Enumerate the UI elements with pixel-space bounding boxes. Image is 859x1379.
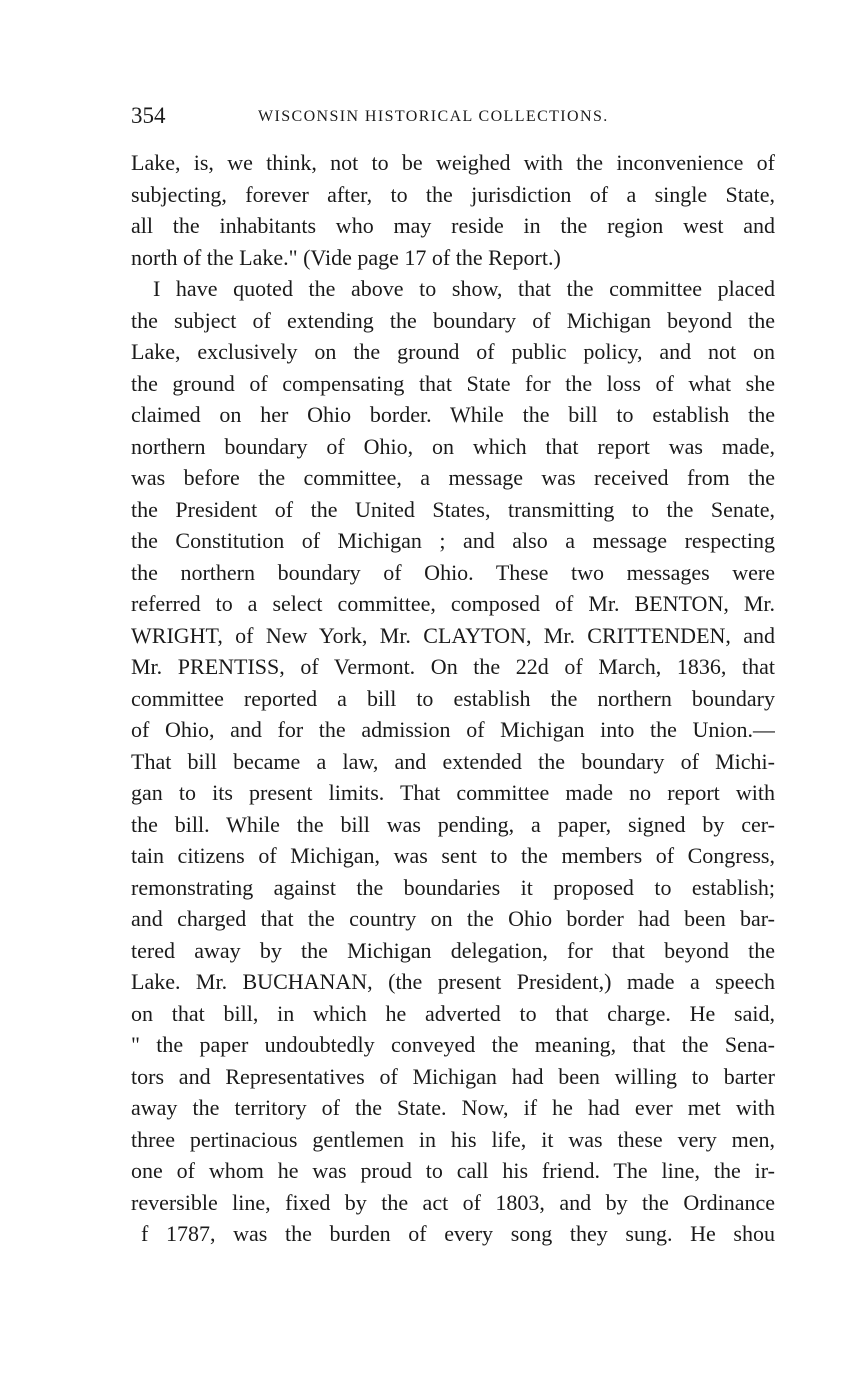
text-line: was before the committee, a message was received from the [131,465,775,490]
text-line: the ground of compensating that State for the loss of what she [131,370,775,396]
text-line: away the territory of the State. Now, if he had ever met with [131,1095,775,1120]
text-line: one of whom he was proud to call his friend. The line, the ir- [131,1158,775,1183]
text-line: the subject of extending the boundary of Michigan beyond the [131,307,775,333]
text-line: north of the Lake." (Vide page 17 of the Report.) [131,244,561,270]
text-line: I have quoted the above to show, that the committee placed [153,276,775,301]
text-line: tered away by the Michigan delegation, for that beyond the [131,937,775,963]
text-line: all the inhabitants who may reside in the region west and [131,213,775,238]
body-text [131,147,775,1250]
text-line: remonstrating against the boundaries it proposed to establish; [131,874,775,900]
text-line: the President of the United States, transmitting to the Senate, [131,496,775,522]
text-line: referred to a select committee, composed of Mr. BENTON, Mr. [131,591,775,616]
text-line: three pertinacious gentlemen in his life, it was these very men, [131,1126,775,1152]
text-line: the bill. While the bill was pending, a paper, signed by cer- [131,811,775,837]
text-line: Lake. Mr. BUCHANAN, (the present President,) made a speech [131,969,775,994]
page-header [131,100,775,132]
text-line: committee reported a bill to establish the northern boundary [131,685,775,711]
text-line: and charged that the country on the Ohio border had been bar- [131,906,775,931]
text-line: of Ohio, and for the admission of Michigan into the Union.— [131,717,775,742]
text-line: f 1787, was the burden of every song they sung. He shou [141,1221,775,1246]
text-line: WRIGHT, of New York, Mr. CLAYTON, Mr. CRITTENDEN, and [131,622,775,648]
running-title: WISCONSIN HISTORICAL COLLECTIONS. [258,108,609,125]
text-line: on that bill, in which he adverted to that charge. He said, [131,1000,775,1026]
text-line: claimed on her Ohio border. While the bill to establish the [131,402,775,427]
text-line: That bill became a law, and extended the boundary of Michi- [131,748,775,774]
text-line: " the paper undoubtedly conveyed the meaning, that the Sena- [131,1032,775,1057]
text-line: reversible line, fixed by the act of 1803, and by the Ordinance [131,1189,775,1215]
text-line: gan to its present limits. That committee made no report with [131,780,775,805]
text-line: tors and Representatives of Michigan had been willing to barter [131,1063,775,1089]
text-line: subjecting, forever after, to the jurisdiction of a single State, [131,181,775,207]
text-line: the Constitution of Michigan ; and also a message respecting [131,528,775,553]
text-line: Lake, is, we think, not to be weighed with the inconvenience of [131,150,775,175]
text-line: the northern boundary of Ohio. These two messages were [131,559,775,585]
text-line: northern boundary of Ohio, on which that report was made, [131,433,775,459]
text-line: Lake, exclusively on the ground of public policy, and not on [131,339,775,364]
text-line: Mr. PRENTISS, of Vermont. On the 22d of March, 1836, that [131,654,775,679]
text-line: tain citizens of Michigan, was sent to the members of Congress, [131,843,775,868]
page-number: 354 [131,103,166,128]
